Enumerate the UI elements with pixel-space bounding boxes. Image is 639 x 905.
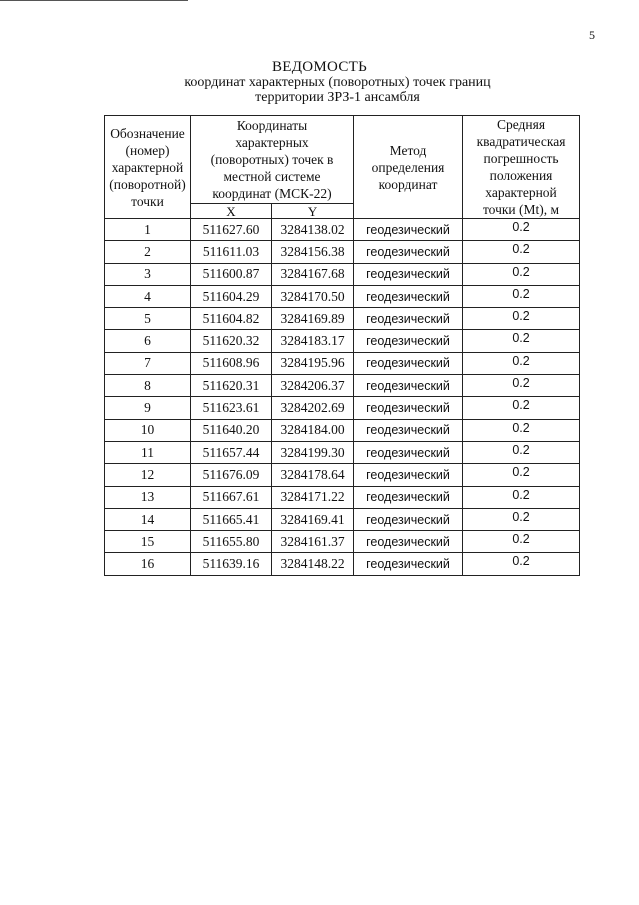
method-cell: геодезический xyxy=(354,486,463,508)
y-coordinate-cell: 3284206.37 xyxy=(272,375,354,397)
header-text-line: точки (Mt), м xyxy=(482,202,560,217)
mt-error-cell: 0.2 xyxy=(463,308,580,330)
table-row xyxy=(105,531,580,553)
mt-error-cell: 0.2 xyxy=(463,419,580,441)
mt-error-cell: 0.2 xyxy=(463,486,580,508)
x-coordinate-cell: 511611.03 xyxy=(191,241,272,263)
y-coordinate-cell: 3284171.22 xyxy=(272,486,354,508)
mt-error-cell: 0.2 xyxy=(463,375,580,397)
mt-error-cell: 0.2 xyxy=(463,397,580,419)
point-number-cell: 11 xyxy=(105,441,191,463)
x-coordinate-cell: 511608.96 xyxy=(191,352,272,374)
method-cell: геодезический xyxy=(354,219,463,241)
top-rule xyxy=(0,0,188,1)
mt-error-cell: 0.2 xyxy=(463,441,580,463)
y-coordinate-cell: 3284170.50 xyxy=(272,285,354,307)
header-text-line: координат xyxy=(378,176,438,192)
x-coordinate-cell: 511676.09 xyxy=(191,464,272,486)
point-number-cell: 1 xyxy=(105,219,191,241)
method-cell: геодезический xyxy=(354,508,463,530)
header-text-line: характерной xyxy=(485,185,557,200)
y-coordinate-cell: 3284195.96 xyxy=(272,352,354,374)
header-method xyxy=(354,116,463,219)
header-text-line: Обозначение xyxy=(110,125,185,141)
point-number-cell: 5 xyxy=(105,308,191,330)
header-x: X xyxy=(191,204,272,219)
y-coordinate-cell: 3284199.30 xyxy=(272,441,354,463)
table-row xyxy=(105,219,580,241)
x-coordinate-cell: 511639.16 xyxy=(191,553,272,575)
mt-error-cell: 0.2 xyxy=(463,330,580,352)
method-cell: геодезический xyxy=(354,397,463,419)
table-row xyxy=(105,464,580,486)
point-number-cell: 4 xyxy=(105,285,191,307)
header-text-line: Метод xyxy=(389,142,427,158)
document-title: ВЕДОМОСТЬ xyxy=(271,59,368,75)
header-text-line: Средняя xyxy=(496,117,546,132)
header-text-line: местной системе xyxy=(223,169,321,184)
header-text-line: (номер) xyxy=(125,142,170,158)
header-y: Y xyxy=(272,204,354,219)
x-coordinate-cell: 511620.32 xyxy=(191,330,272,352)
point-number-cell: 3 xyxy=(105,263,191,285)
mt-error-cell: 0.2 xyxy=(463,241,580,263)
header-text-line: (поворотных) точек в xyxy=(210,152,334,167)
point-number-cell: 16 xyxy=(105,553,191,575)
x-coordinate-cell: 511657.44 xyxy=(191,441,272,463)
header-text-line: квадратическая xyxy=(476,134,566,149)
x-coordinate-cell: 511604.29 xyxy=(191,285,272,307)
x-coordinate-cell: 511627.60 xyxy=(191,219,272,241)
point-number-cell: 15 xyxy=(105,531,191,553)
point-number-cell: 7 xyxy=(105,352,191,374)
y-coordinate-cell: 3284184.00 xyxy=(272,419,354,441)
y-coordinate-cell: 3284169.89 xyxy=(272,308,354,330)
method-cell: геодезический xyxy=(354,263,463,285)
y-coordinate-cell: 3284148.22 xyxy=(272,553,354,575)
table-row xyxy=(105,330,580,352)
page-number: 5 xyxy=(589,28,595,42)
header-text-line: характерной xyxy=(111,159,184,175)
mt-error-cell: 0.2 xyxy=(463,531,580,553)
table-header-row xyxy=(105,116,580,204)
y-coordinate-cell: 3284138.02 xyxy=(272,219,354,241)
document-subtitle-line2: территории ЗРЗ-1 ансамбля xyxy=(255,90,420,105)
point-number-cell: 6 xyxy=(105,330,191,352)
x-coordinate-cell: 511604.82 xyxy=(191,308,272,330)
table-row xyxy=(105,419,580,441)
table-row xyxy=(105,263,580,285)
method-cell: геодезический xyxy=(354,330,463,352)
x-coordinate-cell: 511667.61 xyxy=(191,486,272,508)
method-cell: геодезический xyxy=(354,285,463,307)
y-coordinate-cell: 3284161.37 xyxy=(272,531,354,553)
header-text-line: (поворотной) xyxy=(109,176,186,192)
point-number-cell: 13 xyxy=(105,486,191,508)
y-coordinate-cell: 3284156.38 xyxy=(272,241,354,263)
y-coordinate-cell: 3284183.17 xyxy=(272,330,354,352)
method-cell: геодезический xyxy=(354,375,463,397)
method-cell: геодезический xyxy=(354,531,463,553)
x-coordinate-cell: 511600.87 xyxy=(191,263,272,285)
table-row xyxy=(105,375,580,397)
header-text-line: характерных xyxy=(235,135,309,150)
table-row xyxy=(105,553,580,575)
y-coordinate-cell: 3284202.69 xyxy=(272,397,354,419)
method-cell: геодезический xyxy=(354,241,463,263)
header-text-line: положения xyxy=(489,168,553,183)
mt-error-cell: 0.2 xyxy=(463,464,580,486)
table-row xyxy=(105,397,580,419)
table-row xyxy=(105,352,580,374)
document-subtitle-line1: координат характерных (поворотных) точек границ xyxy=(184,75,491,90)
table-row xyxy=(105,285,580,307)
point-number-cell: 14 xyxy=(105,508,191,530)
mt-error-cell: 0.2 xyxy=(463,352,580,374)
header-coordinates xyxy=(191,116,354,204)
header-text-line: точки xyxy=(131,193,164,209)
x-coordinate-cell: 511665.41 xyxy=(191,508,272,530)
mt-error-cell: 0.2 xyxy=(463,553,580,575)
header-error xyxy=(463,116,580,219)
x-coordinate-cell: 511620.31 xyxy=(191,375,272,397)
point-number-cell: 2 xyxy=(105,241,191,263)
method-cell: геодезический xyxy=(354,441,463,463)
mt-error-cell: 0.2 xyxy=(463,263,580,285)
table-row xyxy=(105,241,580,263)
point-number-cell: 9 xyxy=(105,397,191,419)
method-cell: геодезический xyxy=(354,308,463,330)
mt-error-cell: 0.2 xyxy=(463,219,580,241)
x-coordinate-cell: 511640.20 xyxy=(191,419,272,441)
table-row xyxy=(105,441,580,463)
x-coordinate-cell: 511655.80 xyxy=(191,531,272,553)
header-text-line: определения xyxy=(371,159,445,175)
method-cell: геодезический xyxy=(354,419,463,441)
method-cell: геодезический xyxy=(354,352,463,374)
point-number-cell: 8 xyxy=(105,375,191,397)
method-cell: геодезический xyxy=(354,553,463,575)
x-coordinate-cell: 511623.61 xyxy=(191,397,272,419)
header-text-line: Координаты xyxy=(236,118,308,133)
mt-error-cell: 0.2 xyxy=(463,508,580,530)
point-number-cell: 12 xyxy=(105,464,191,486)
header-text-line: погрешность xyxy=(483,151,559,166)
y-coordinate-cell: 3284167.68 xyxy=(272,263,354,285)
table-row xyxy=(105,308,580,330)
header-designation xyxy=(105,116,191,219)
table-row xyxy=(105,508,580,530)
header-text-line: координат (МСК-22) xyxy=(212,186,332,201)
mt-error-cell: 0.2 xyxy=(463,285,580,307)
y-coordinate-cell: 3284178.64 xyxy=(272,464,354,486)
table-row xyxy=(105,486,580,508)
y-coordinate-cell: 3284169.41 xyxy=(272,508,354,530)
coordinates-table xyxy=(104,115,580,576)
method-cell: геодезический xyxy=(354,464,463,486)
point-number-cell: 10 xyxy=(105,419,191,441)
